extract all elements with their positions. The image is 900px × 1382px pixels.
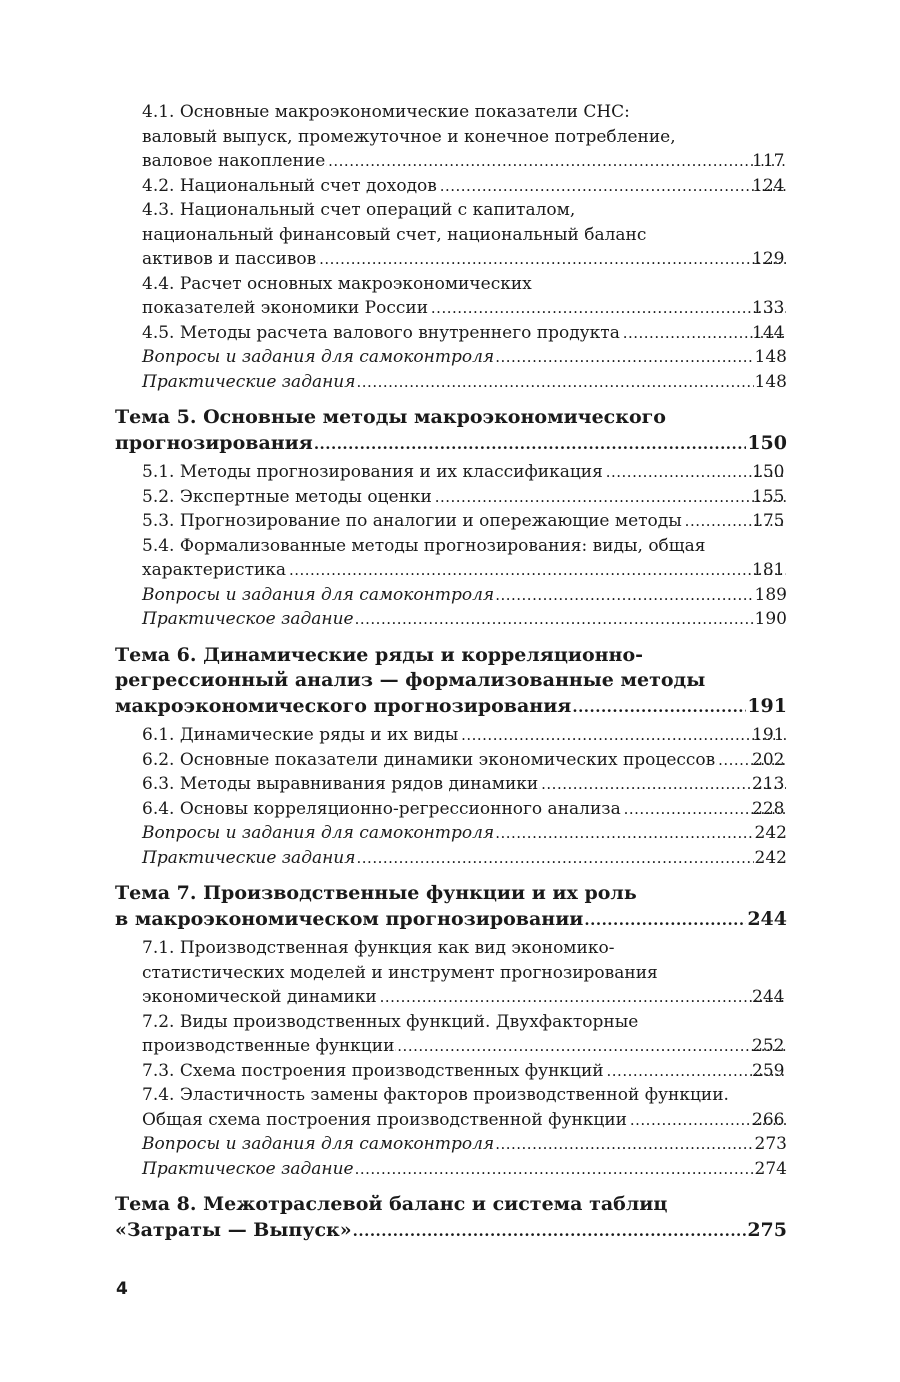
toc-label: производственные функции [142,1036,395,1056]
toc-line: 5.4. Формализованные методы прогнозирования: виды, общая [142,535,706,556]
toc-aux-item [115,370,787,395]
toc-section [115,772,787,797]
toc-line-with-page: 6.4. Основы корреляционно-регрессионного анализа ..... 228 [177,797,787,822]
dot-leader [433,485,786,510]
dot-leader [495,583,753,608]
toc-label: 6.2. Основные показатели динамики экономических процессов [142,749,716,770]
toc-label: Вопросы и задания для самоконтроля [142,584,495,605]
toc-label: прогнозирования [115,431,313,454]
toc-aux-item [115,607,787,632]
toc-label: валовое накопление [142,151,326,171]
dot-leader [378,985,786,1010]
toc-line: 4.1. Основные макроэкономические показатели СНС: [142,102,630,122]
toc-line-with-page: активов и пассивов ..... 129 [177,247,787,272]
toc-page-number: 148 [754,371,787,392]
toc-section [115,1010,787,1059]
toc-label: Общая схема построения производственной функции [142,1109,627,1130]
toc-line-with-page: экономической динамики ..... 244 [177,985,787,1010]
toc-label: Практическое задание [142,1158,354,1179]
table-of-contents [115,100,787,1246]
dot-leader [572,695,746,721]
toc-aux-item [115,821,787,846]
toc-section [115,1083,787,1132]
toc-line: 7.2. Виды производственных функций. Двухфакторные [142,1011,639,1032]
toc-line-with-page: 5.3. Прогнозирование по аналогии и опережающие методы ..... 175 [177,509,787,534]
toc-line-with-page [142,370,787,395]
dot-leader [317,247,786,272]
toc-line-with-page: 7.3. Схема построения производственных функций ..... 259 [177,1059,787,1084]
toc-label: экономической динамики [142,987,377,1007]
toc-label: 5.1. Методы прогнозирования и их классификация [142,462,603,482]
toc-section [115,509,787,534]
toc-line: 7.1. Производственная функция как вид экономико- [142,938,615,958]
toc-line-with-page: 4.2. Национальный счет доходов ..... 124 [177,174,787,199]
toc-line-with-page: 5.1. Методы прогнозирования и их классификация ..... 150 [177,460,787,485]
toc-label: Практическое задание [142,609,354,629]
toc-line: регрессионный анализ — формализованные методы [115,669,706,691]
toc-line-with-page [142,583,787,608]
toc-line-with-page: производственные функции ..... 252 [177,1034,787,1059]
toc-line: национальный финансовый счет, национальный баланс [142,224,647,245]
toc-line: Тема 5. Основные методы макроэкономического [115,406,666,428]
toc-line-with-page: валовое накопление ..... 117 [177,149,787,174]
toc-line-with-page: характеристика ..... 181 [177,558,787,583]
dot-leader [495,821,753,846]
toc-line: 4.3. Национальный счет операций с капиталом, [142,200,576,220]
dot-leader [287,558,786,583]
toc-page-number: 191 [747,694,787,717]
toc-line-with-page [142,821,787,846]
dot-leader [584,908,746,934]
dot-leader [495,1132,753,1157]
toc-label: макроэкономического прогнозирования [115,694,572,717]
toc-page-number: 274 [754,1158,787,1179]
toc-line: валовый выпуск, промежуточное и конечное потребление, [142,126,676,147]
toc-label: 4.2. Национальный счет доходов [142,175,437,196]
toc-label: 6.3. Методы выравнивания рядов динамики [142,774,539,794]
toc-line-with-page: показателей экономики России ..... 133 [177,296,787,321]
toc-line: статистических моделей и инструмент прогнозирования [142,962,658,983]
toc-page-number: 244 [747,907,787,930]
toc-label: Практические задания [142,847,356,868]
dot-leader [429,296,786,321]
toc-line: 4.4. Расчет основных макроэкономических [142,273,532,294]
toc-line-with-page: 6.3. Методы выравнивания рядов динамики ..... 213 [177,772,787,797]
dot-leader [326,149,786,174]
toc-label: характеристика [142,560,287,580]
dot-leader [353,1219,747,1245]
toc-line-with-page: 6.2. Основные показатели динамики экономических процессов ..... 202 [177,748,787,773]
toc-topic [115,1192,787,1244]
toc-line: Тема 7. Производственные функции и их роль [115,882,637,904]
dot-leader [314,432,747,458]
toc-aux-item [115,1157,787,1182]
toc-page-number: 242 [754,847,787,868]
page-number: 4 [116,1279,128,1299]
toc-section [115,198,787,272]
toc-section [115,748,787,773]
dot-leader [438,174,786,199]
dot-leader [357,846,754,871]
toc-line: Тема 6. Динамические ряды и корреляционно- [115,643,644,666]
dot-leader [395,1034,786,1059]
toc-line-with-page: Общая схема построения производственной функции ..... 266 [177,1108,787,1133]
toc-line: 7.4. Эластичность замены факторов производственной функции. [142,1085,729,1105]
toc-line-with-page [142,607,787,632]
toc-line-with-page: 6.1. Динамические ряды и их виды ..... 191 [177,723,787,748]
toc-label: 4.5. Методы расчета валового внутреннего продукта [142,322,620,343]
toc-section [115,936,787,1010]
dot-leader [539,772,786,797]
toc-line-with-page [115,907,787,934]
toc-line-with-page [142,1132,787,1157]
toc-aux-item [115,345,787,370]
toc-label: 5.2. Экспертные методы оценки [142,486,432,507]
toc-label: «Затраты — Выпуск» [115,1218,352,1241]
toc-label: 6.4. Основы корреляционно-регрессионного анализа [142,798,621,819]
dot-leader [355,1157,754,1182]
dot-leader [459,723,786,748]
toc-page-number: 150 [747,431,787,454]
toc-section [115,174,787,199]
toc-line: Тема 8. Межотраслевой баланс и система таблиц [115,1193,668,1215]
toc-line-with-page [115,694,787,721]
toc-section [115,321,787,346]
toc-label: Вопросы и задания для самоконтроля [142,347,495,367]
toc-label: Практические задания [142,371,356,392]
toc-section [115,534,787,583]
dot-leader [495,345,753,370]
toc-section [115,485,787,510]
toc-section [115,797,787,822]
toc-line-with-page [142,1157,787,1182]
toc-label: в макроэкономическом прогнозировании [115,907,584,930]
toc-aux-item [115,1132,787,1157]
toc-page-number: 273 [754,1134,787,1154]
toc-topic [115,881,787,933]
toc-page-number: 242 [754,823,787,843]
toc-page-number: 190 [754,609,787,629]
toc-line-with-page: 5.2. Экспертные методы оценки ..... 155 [177,485,787,510]
dot-leader [355,607,754,632]
toc-section [115,460,787,485]
toc-line-with-page [115,1218,787,1245]
toc-aux-item [115,583,787,608]
dot-leader [357,370,754,395]
toc-label: 7.3. Схема построения производственных функций [142,1060,604,1081]
toc-label: Вопросы и задания для самоконтроля [142,1134,495,1154]
toc-label: 6.1. Динамические ряды и их виды [142,725,459,745]
toc-aux-item [115,846,787,871]
toc-line-with-page: 4.5. Методы расчета валового внутреннего продукта ..... 144 [177,321,787,346]
toc-topic [115,643,787,721]
toc-label: 5.3. Прогнозирование по аналогии и опережающие методы [142,511,682,531]
toc-page-number: 275 [747,1218,787,1241]
toc-section [115,272,787,321]
toc-topic [115,405,787,457]
toc-section [115,100,787,174]
toc-line-with-page [142,345,787,370]
toc-label: показателей экономики России [142,298,429,318]
toc-page-number: 189 [754,584,787,605]
toc-label: Вопросы и задания для самоконтроля [142,823,495,843]
toc-section [115,1059,787,1084]
toc-section [115,723,787,748]
toc-page-number: 148 [754,347,787,367]
toc-line-with-page [115,431,787,458]
toc-label: активов и пассивов [142,249,317,269]
toc-line-with-page [142,846,787,871]
